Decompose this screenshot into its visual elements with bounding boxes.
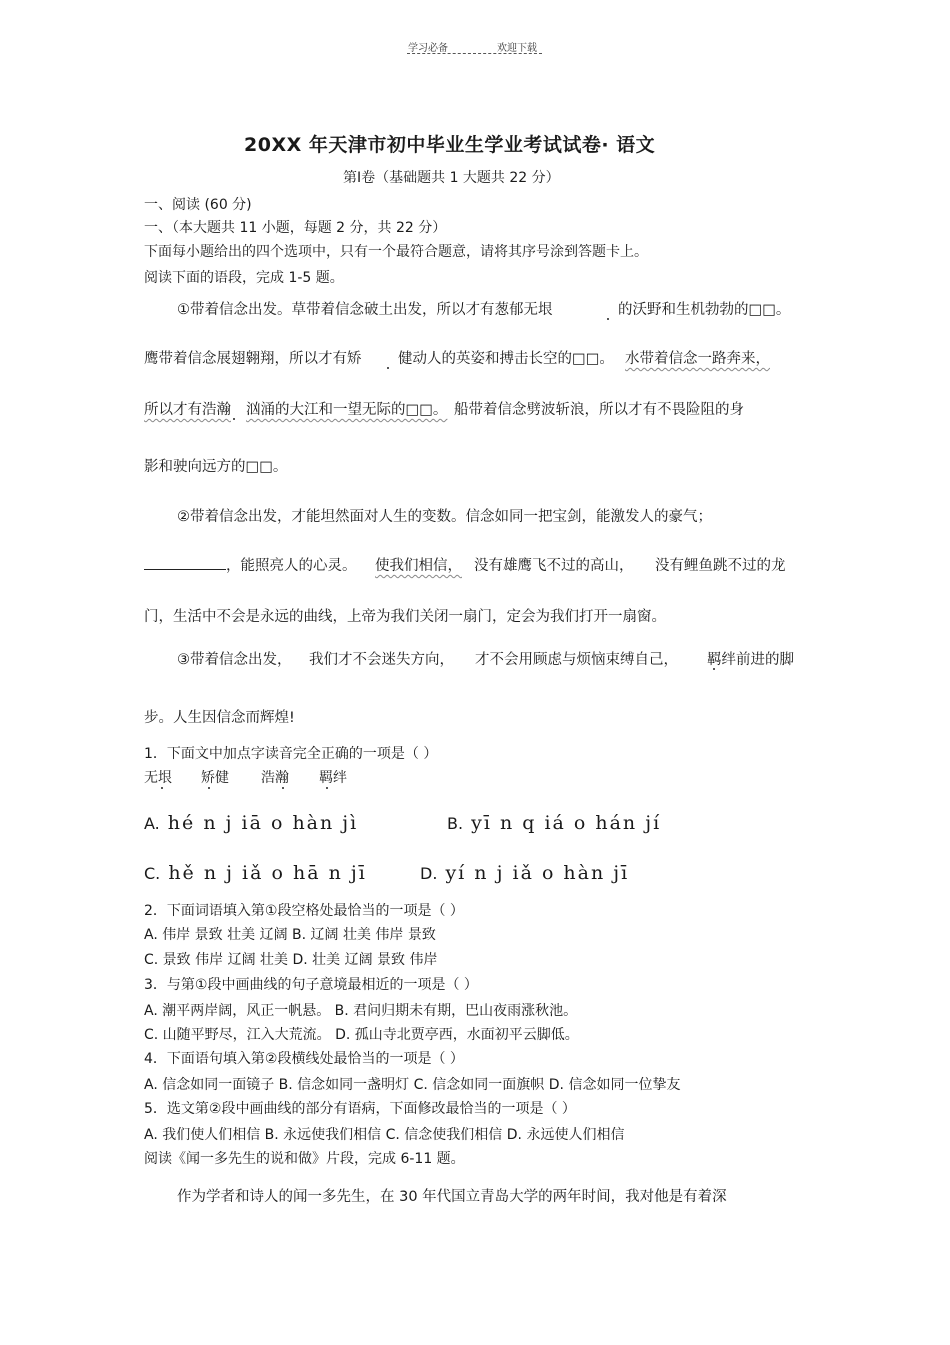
- option-row: A. 潮平两岸阔，风正一帆悬。 B. 君问归期未有期，巴山夜雨涨秋池。: [144, 1003, 578, 1019]
- q1-word: 羁绊: [319, 770, 347, 786]
- section-subheading: 一、（本大题共 11 小题，每题 2 分，共 22 分）: [144, 220, 447, 236]
- passage-line: 影和驶向远方的□□。: [144, 459, 288, 475]
- header-right: 欢迎下载: [497, 43, 537, 54]
- emphasis-dot: [208, 787, 210, 789]
- passage-line: 门，生活中不会是永远的曲线，上帝为我们关闭一扇门，定会为我们打开一扇窗。: [144, 609, 666, 625]
- emphasis-dot: [326, 787, 328, 789]
- question-stem: 4．下面语句填入第②段横线处最恰当的一项是（ ）: [144, 1051, 464, 1067]
- header-left: 学习必备: [408, 43, 448, 54]
- passage-line: ②带着信念出发，才能坦然面对人生的变数。信念如同一把宝剑，能激发人的豪气；: [177, 509, 712, 525]
- wavy-underlined-text: 所以才有浩瀚: [144, 402, 231, 418]
- passage-line: 羁绊前进的脚: [707, 652, 794, 668]
- passage-line: 没有雄鹰飞不过的高山，: [474, 558, 634, 574]
- q1-word: 浩瀚: [261, 770, 289, 786]
- passage-line: 船带着信念劈波斩浪，所以才有不畏险阻的身: [454, 402, 744, 418]
- question-stem: 2．下面词语填入第①段空格处最恰当的一项是（ ）: [144, 903, 464, 919]
- q1-option-b: B. yī n q iá o hán jí: [447, 812, 662, 834]
- passage-line: 我们才不会迷失方向，: [309, 652, 454, 668]
- passage-line: 步。人生因信念而辉煌!: [144, 710, 295, 726]
- emphasis-dot: [713, 668, 715, 670]
- question-stem: 5．选文第②段中画曲线的部分有语病，下面修改最恰当的一项是（ ）: [144, 1101, 576, 1117]
- page-title: 20XX 年天津市初中毕业生学业考试试卷· 语文: [244, 134, 656, 156]
- option-row: A. 伟岸 景致 壮美 辽阔 B. 辽阔 壮美 伟岸 景致: [144, 927, 436, 943]
- passage-line: 才不会用顾虑与烦恼束缚自己，: [475, 652, 678, 668]
- wavy-underlined-text: 汹涌的大江和一望无际的□□。: [246, 402, 448, 418]
- header-divider: [407, 53, 542, 54]
- q1-option-c: C. hě n j iǎ o hā n jī: [144, 862, 367, 884]
- option-row: C. 山随平野尽，江入大荒流。 D. 孤山寺北贾亭西，水面初平云脚低。: [144, 1027, 579, 1043]
- q1-option-a: A. hé n j iā o hàn jì: [144, 812, 359, 834]
- passage-line: 作为学者和诗人的闻一多先生，在 30 年代国立青岛大学的两年时间，我对他是有着深: [177, 1189, 727, 1205]
- passage-line: ③带着信念出发，: [177, 652, 292, 668]
- q1-word: 无垠: [144, 770, 172, 786]
- section-heading: 一、阅读 (60 分): [144, 197, 252, 213]
- wavy-underlined-text: 水带着信念一路奔来，: [625, 351, 770, 367]
- passage-line: ①带着信念出发。草带着信念破土出发，所以才有葱郁无垠: [177, 302, 553, 318]
- instruction: 阅读《闻一多先生的说和做》片段，完成 6-11 题。: [144, 1151, 465, 1167]
- emphasis-dot: [282, 787, 284, 789]
- emphasis-dot: [387, 367, 389, 369]
- emphasis-dot: [607, 318, 609, 320]
- option-row: A. 我们使人们相信 B. 永远使我们相信 C. 信念使我们相信 D. 永远使人们相信: [144, 1127, 625, 1143]
- emphasis-dot: [233, 418, 235, 420]
- question-stem: 3．与第①段中画曲线的句子意境最相近的一项是（ ）: [144, 977, 478, 993]
- option-row: A. 信念如同一面镜子 B. 信念如同一盏明灯 C. 信念如同一面旗帜 D. 信念如同一位挚友: [144, 1077, 681, 1093]
- instruction: 下面每小题给出的四个选项中，只有一个最符合题意，请将其序号涂到答题卡上。: [144, 244, 648, 260]
- question-stem: 1．下面文中加点字读音完全正确的一项是（ ）: [144, 746, 438, 762]
- option-row: C. 景致 伟岸 辽阔 壮美 D. 壮美 辽阔 景致 伟岸: [144, 952, 438, 968]
- fill-blank-line: [144, 557, 226, 570]
- instruction: 阅读下面的语段，完成 1-5 题。: [144, 270, 344, 286]
- passage-line: 健动人的英姿和搏击长空的□□。: [398, 351, 614, 367]
- wavy-underlined-text: 使我们相信，: [375, 558, 462, 574]
- emphasis-dot: [161, 787, 163, 789]
- passage-line: ，能照亮人的心灵。: [144, 556, 357, 576]
- passage-line: 没有鲤鱼跳不过的龙: [655, 558, 786, 574]
- page-subtitle: 第Ⅰ卷（基础题共 1 大题共 22 分）: [343, 170, 560, 186]
- q1-option-d: D. yí n j iǎ o hàn jī: [420, 862, 630, 884]
- passage-line: 的沃野和生机勃勃的□□。: [618, 302, 791, 318]
- passage-line: 鹰带着信念展翅翱翔，所以才有矫: [144, 351, 362, 367]
- q1-word: 矫健: [201, 770, 229, 786]
